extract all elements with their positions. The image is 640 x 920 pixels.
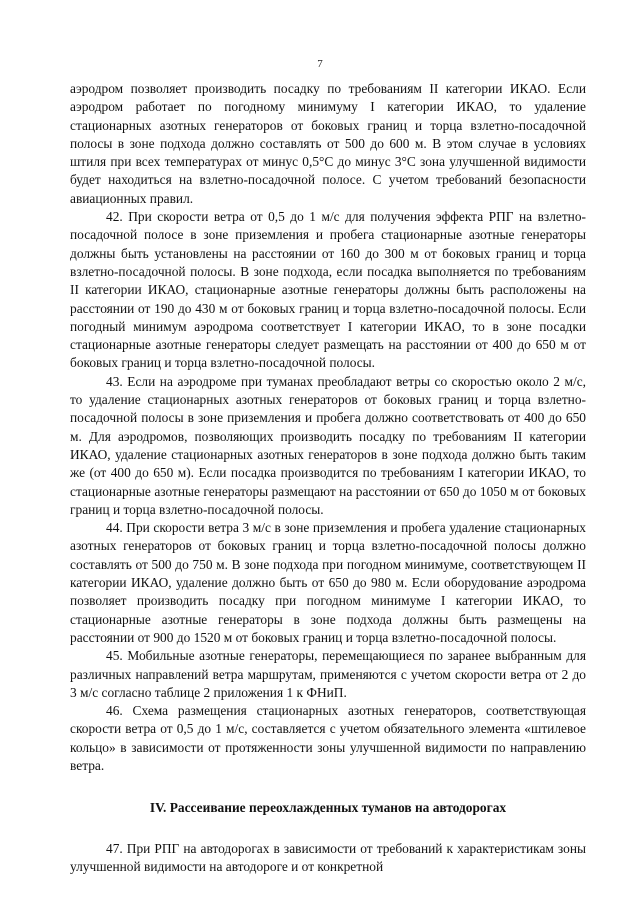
paragraph-44: 44. При скорости ветра 3 м/с в зоне приземления и пробега удаление стационарных азотных генераторов от боковых границ и торца взлетно-посадочной полосы должно составлять от 500 до 750 м. В зоне подхода при погодном минимуме, соответствующем II категории ИКАО, удаление должно быть от 650 до 980 м. Если оборудование аэродрома позволяет производить посадку при погодном минимуме I категории ИКАО, то стационарные азотные генераторы в зоне подхода должны быть размещены на расстоянии от 900 до 1520 м от боковых границ и торца взлетно-посадочной полосы. — [70, 520, 586, 645]
page-number: 7 — [317, 58, 323, 70]
paragraph-45: 45. Мобильные азотные генераторы, перемещающиеся по заранее выбранным для различных направлений ветра маршрутам, применяются с учетом скорости ветра от 2 до 3 м/с согласно таблице 2 приложения 1 к ФНиП. — [70, 648, 586, 700]
paragraph-42: 42. При скорости ветра от 0,5 до 1 м/с для получения эффекта РПГ на взлетно-посадочной полосе в зоне приземления и пробега стационарные азотные генераторы должны быть установлены на расстоянии от 160 до 300 м от боковых границ и торца взлетно-посадочной полосы. В зоне подхода, если посадка выполняется по требованиям II категории ИКАО, стационарные азотные генераторы должны быть расположены на расстоянии от 190 до 430 м от боковых границ и торца взлетно-посадочной полосы. Если погодный минимум аэродрома соответствует I категории ИКАО, то в зоне посадки стационарные азотные генераторы следует размещать на расстоянии от 400 до 650 м от боковых границ и торца взлетно-посадочной полосы. — [70, 209, 586, 371]
paragraph-46: 46. Схема размещения стационарных азотных генераторов, соответствующая скорости ветра от 0,5 до 1 м/с, составляется с учетом обязательного элемента «штилевое кольцо» в зависимости от протяженности зоны улучшенной видимости по направлению ветра. — [70, 703, 586, 773]
paragraph-43: 43. Если на аэродроме при туманах преобладают ветры со скоростью около 2 м/с, то удаление стационарных азотных генераторов от боковых границ и торца взлетно-посадочной полосы в зоне приземления и пробега должно соответствовать от 400 до 650 м. Для аэродромов, позволяющих производить посадку по требованиям II категории ИКАО, удаление стационарных азотных генераторов в зоне подхода должно быть таким же (от 400 до 650 м). Если посадка производится по требованиям I категории ИКАО, то стационарные азотные генераторы размещают на расстоянии от 650 до 1050 м от боковых границ и торца взлетно-посадочной полосы. — [70, 373, 586, 517]
paragraph-continuation: аэродром позволяет производить посадку по требованиям II категории ИКАО. Если аэродром работает по погодному минимуму I категории ИКАО, то удаление стационарных азотных генераторов от боковых границ и торца взлетно-посадочной полосы в зоне подхода должно составлять от 500 до 600 м. В этом случае в условиях штиля при всех температурах от минус 0,5°С до минус 3°С зона улучшенной видимости будет находиться на взлетно-посадочной полосе. С учетом требований безопасности авиационных правил. — [70, 81, 586, 206]
section-heading: IV. Рассеивание переохлажденных туманов на автодорогах — [149, 800, 507, 816]
paragraph-47: 47. При РПГ на автодорогах в зависимости от требований к характеристикам зоны улучшенной видимости на автодороге и от конкретной — [70, 840, 586, 874]
document-body — [70, 80, 586, 876]
